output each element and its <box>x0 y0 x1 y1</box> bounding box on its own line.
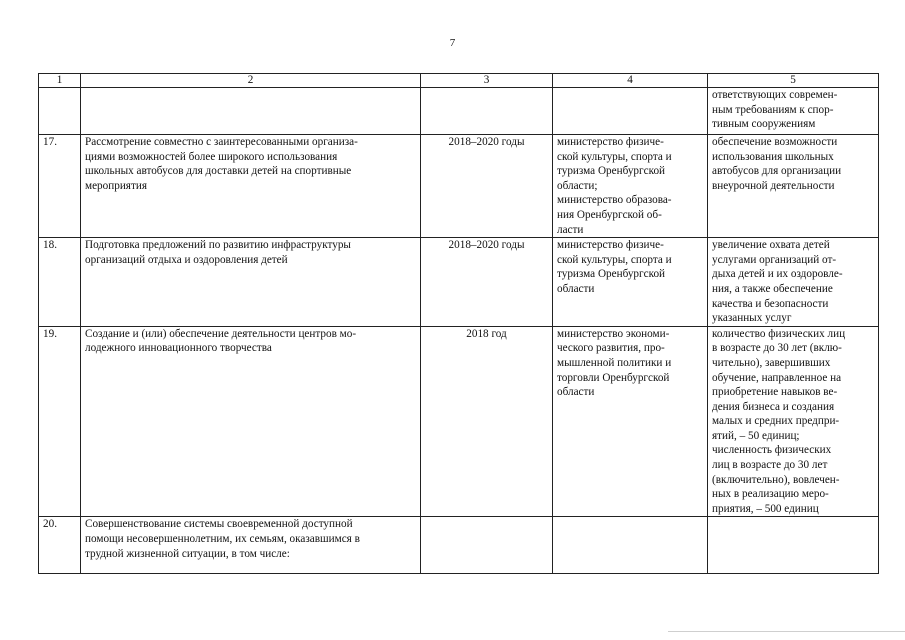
expected-result-line: количество физических лиц <box>712 327 846 340</box>
expected-result-line: обеспечение возможности <box>712 136 838 148</box>
responsible-executor-line: министерство физиче- <box>557 239 664 252</box>
column-number-3: 3 <box>421 74 553 88</box>
responsible-executor-line: области <box>557 386 595 399</box>
action-text-line: трудной жизненной ситуации, в том числе: <box>85 547 290 560</box>
column-number-2: 2 <box>81 74 421 88</box>
scan-edge-line <box>668 631 905 632</box>
expected-result-line: приятия, – 500 единиц <box>712 502 819 515</box>
expected-result-line: обучение, направленное на <box>712 371 842 384</box>
action-plan-table <box>38 73 879 574</box>
expected-result-line: приобретение навыков ве- <box>712 386 838 399</box>
action-text-cell <box>81 517 421 574</box>
deadline-cell: 2018 год <box>421 326 553 517</box>
responsible-executor-cell <box>553 88 708 135</box>
deadline-cell: 2018–2020 годы <box>421 238 553 327</box>
row-number-cell: 19. <box>39 326 81 517</box>
column-number-1: 1 <box>39 74 81 88</box>
page-number: 7 <box>449 37 456 49</box>
responsible-executor-cell <box>553 135 708 238</box>
action-text-cell <box>81 238 421 327</box>
responsible-executor-line: области; <box>557 179 598 192</box>
expected-result-line: в возрасте до 30 лет (вклю- <box>712 342 842 355</box>
action-text-line: помощи несовершеннолетним, их семьям, оказавшимся в <box>85 533 360 546</box>
responsible-executor-line: ласти <box>557 223 584 236</box>
action-text-cell <box>81 326 421 517</box>
expected-result-line: дыха детей и их оздоровле- <box>712 268 843 281</box>
table-row <box>39 238 879 327</box>
row-number-cell: 17. <box>39 135 81 238</box>
expected-result-line: увеличение охвата детей <box>712 239 830 252</box>
responsible-executor-line: туризма Оренбургской <box>557 268 666 281</box>
expected-result-line: (включительно), вовлечен- <box>712 473 840 486</box>
action-text-line: Создание и (или) обеспечение деятельности центров мо- <box>85 327 357 340</box>
responsible-executor-line: области <box>557 282 595 295</box>
expected-result-cell <box>708 326 879 517</box>
expected-result-line: чительно), завершивших <box>712 356 831 369</box>
action-text-line: школьных автобусов для доставки детей на спортивные <box>85 165 352 178</box>
responsible-executor-cell <box>553 517 708 574</box>
expected-result-line: ответствующих современ- <box>712 89 838 101</box>
column-number-5: 5 <box>708 74 879 88</box>
table-row <box>39 326 879 517</box>
table-row <box>39 517 879 574</box>
responsible-executor-line: туризма Оренбургской <box>557 165 666 178</box>
responsible-executor-cell <box>553 326 708 517</box>
responsible-executor-line: торговли Оренбургской <box>557 371 670 384</box>
action-text-line: Рассмотрение совместно с заинтересованными организа- <box>85 136 358 148</box>
table-row <box>39 135 879 238</box>
deadline-cell: 2018–2020 годы <box>421 135 553 238</box>
responsible-executor-line: министерство экономи- <box>557 327 670 340</box>
action-text-line: мероприятия <box>85 179 147 192</box>
expected-result-line: ных в реализацию меро- <box>712 488 829 501</box>
expected-result-line: указанных услуг <box>712 312 792 325</box>
responsible-executor-line: ния Оренбургской об- <box>557 208 662 221</box>
expected-result-line: ным требованиям к спор- <box>712 103 834 116</box>
row-number-cell <box>39 88 81 135</box>
action-text-line: Подготовка предложений по развитию инфраструктуры <box>85 239 351 252</box>
column-number-row <box>39 74 879 88</box>
responsible-executor-line: министерство физиче- <box>557 136 664 148</box>
row-number-cell: 20. <box>39 517 81 574</box>
expected-result-cell <box>708 517 879 574</box>
action-text-cell <box>81 135 421 238</box>
expected-result-line: дения бизнеса и создания <box>712 400 835 413</box>
action-text-line: Совершенствование системы своевременной доступной <box>85 518 353 531</box>
expected-result-cell <box>708 135 879 238</box>
responsible-executor-cell <box>553 238 708 327</box>
expected-result-cell <box>708 238 879 327</box>
expected-result-line: качества и безопасности <box>712 297 829 310</box>
expected-result-line: использования школьных <box>712 150 834 163</box>
expected-result-line: ятий, – 50 единиц; <box>712 429 800 442</box>
action-text-line: лодежного инновационного творчества <box>85 342 272 355</box>
responsible-executor-line: ской культуры, спорта и <box>557 253 672 266</box>
expected-result-line: ния, а также обеспечение <box>712 282 833 295</box>
action-text-line: организаций отдыха и оздоровления детей <box>85 253 288 266</box>
expected-result-line: автобусов для организации <box>712 165 842 178</box>
expected-result-line: численность физических <box>712 444 832 457</box>
expected-result-cell <box>708 88 879 135</box>
expected-result-line: лиц в возрасте до 30 лет <box>712 459 828 472</box>
deadline-cell <box>421 88 553 135</box>
deadline-cell <box>421 517 553 574</box>
responsible-executor-line: ской культуры, спорта и <box>557 150 672 163</box>
expected-result-line: тивным сооружениям <box>712 118 816 131</box>
responsible-executor-line: министерство образова- <box>557 194 672 207</box>
responsible-executor-line: мышленной политики и <box>557 356 672 369</box>
expected-result-line: услугами организаций от- <box>712 253 837 266</box>
action-text-cell <box>81 88 421 135</box>
responsible-executor-line: ческого развития, про- <box>557 342 665 355</box>
column-number-4: 4 <box>553 74 708 88</box>
action-text-line: циями возможностей более широкого использования <box>85 150 338 163</box>
expected-result-line: малых и средних предпри- <box>712 415 840 428</box>
expected-result-line: внеурочной деятельности <box>712 179 835 192</box>
table-row <box>39 88 879 135</box>
row-number-cell: 18. <box>39 238 81 327</box>
